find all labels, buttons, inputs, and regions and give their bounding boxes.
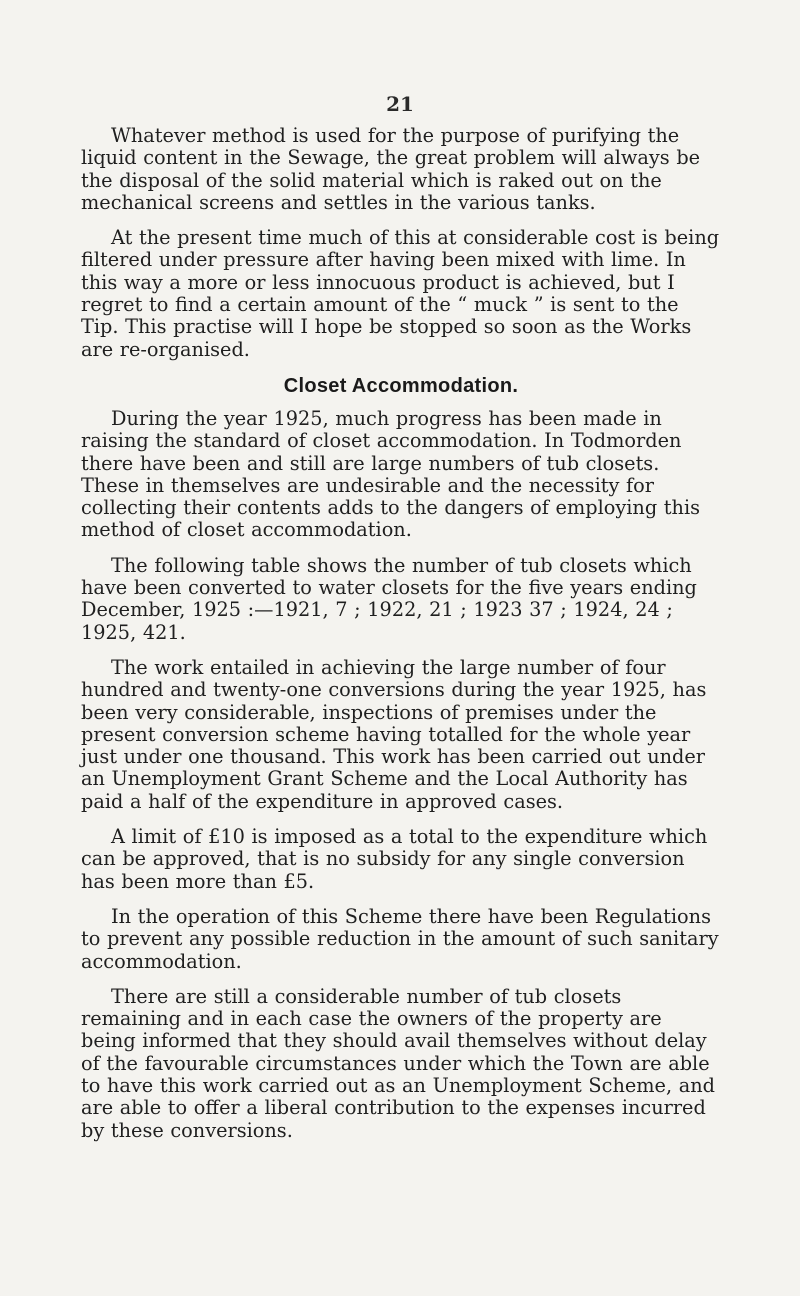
paragraph-sewage-disposal: Whatever method is used for the purpose of purifying the liquid content in the Sewage, the great problem will always be the disposal of the solid material which is raked out on the mechanical screens and settles in the various tanks. (81, 124, 701, 214)
paragraph-remaining-closets: There are still a considerable number of tub closets remaining and in each case the owners of the property are being informed that they should avail themselves without delay of the favourable circumstances under which the Town are able to have this work carried out as an Unemployment Scheme, and are able to offer a liberal contribution to the expenses incurred by these conversions. (81, 984, 715, 1142)
paragraph-work-entailed: The work entailed in achieving the large number of four hundred and twenty-one conversions during the year 1925, has been very considerable, inspections of premises under the present conversion scheme having totalled for the whole year just under one thousand. This work has been carried out under an Unemployment Grant Scheme and the Local Authority has paid a half of the expenditure in approved cases. (81, 655, 707, 813)
page-number: 21 (386, 92, 414, 116)
paragraph-filtering: At the present time much of this at considerable cost is being filtered under pressure after having been mixed with lime. In this way a more or less innocuous product is achieved, but I regret to find a certain amount of the “ muck ” is sent to the Tip. This practise will I hope be stopped so soon as the Works are re-organised. (81, 226, 720, 361)
page-body (81, 125, 721, 1155)
paragraph-regulations: In the operation of this Scheme there have been Regulations to prevent any possible reduction in the amount of such sanitary accommodation. (81, 904, 719, 973)
paragraph-progress: During the year 1925, much progress has been made in raising the standard of closet accommodation. In Todmorden there have been and still are large numbers of tub closets. These in themselves are undesirable and the necessity for collecting their contents adds to the dangers of employing this method of closet accommodation. (81, 406, 701, 542)
section-heading: Closet Accommodation. (283, 374, 519, 397)
paragraph-expenditure-limit: A limit of £10 is imposed as a total to the expenditure which can be approved, that is no subsidy for any single conversion has been more than £5. (81, 825, 708, 893)
paragraph-conversion-table: The following table shows the number of tub closets which have been converted to water closets for the five years ending December, 1925 :—1921, 7 ; 1922, 21 ; 1923 37 ; 1924, 24 ; 1925, 421. (81, 553, 697, 644)
